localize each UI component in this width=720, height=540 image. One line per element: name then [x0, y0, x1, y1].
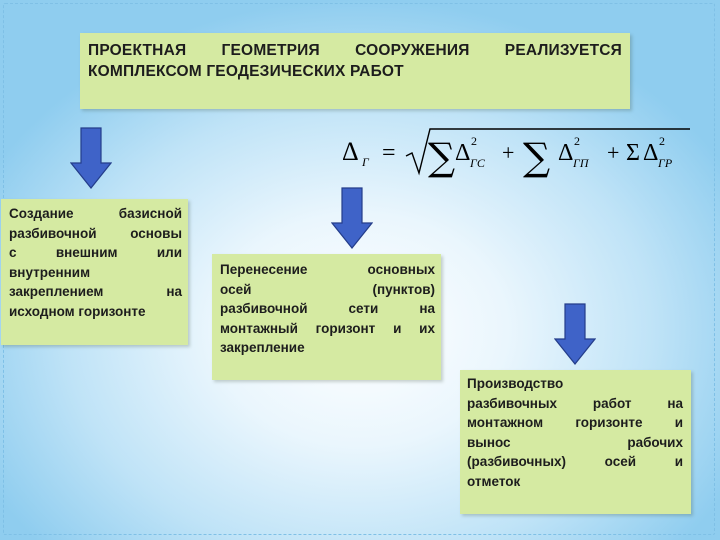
box3-line-6: отметок — [467, 473, 521, 489]
formula-term2-delta: Δ — [558, 140, 574, 166]
arrow-down-icon — [554, 303, 596, 365]
box3-line-5: (разбивочных) осей и — [467, 454, 683, 469]
step-box-layout-works — [460, 370, 691, 514]
box2-line-3: разбивочной сети на — [220, 301, 435, 316]
formula-term2-sup: 2 — [574, 134, 580, 148]
formula-sigma: Σ — [626, 140, 640, 166]
step-box-base-network — [1, 199, 188, 345]
arrow-down-icon — [70, 127, 112, 189]
box2-line-5: закрепление — [220, 340, 305, 355]
box1-line-2: разбивочной основы — [9, 225, 182, 241]
formula-lhs-delta: Δ — [342, 137, 359, 166]
box3-line-1: Производство — [467, 376, 564, 391]
formula-sum-2: ∑ — [523, 135, 551, 179]
formula-lhs-subscript: Г — [362, 155, 369, 169]
formula-term1-subscript: ГС — [470, 156, 485, 170]
box2-line-1: Перенесение основных — [220, 262, 435, 277]
title-line-1: ПРОЕКТНАЯ ГЕОМЕТРИЯ СООРУЖЕНИЯ РЕАЛИЗУЕТСЯ — [88, 42, 622, 59]
box1-line-4: внутренним — [9, 264, 91, 280]
accuracy-formula — [340, 122, 700, 182]
formula-equals: = — [382, 140, 396, 166]
title-box — [80, 33, 630, 109]
step-box-axis-transfer — [212, 254, 441, 380]
box1-line-3: с внешним или — [9, 245, 182, 260]
formula-plus-1: + — [502, 140, 515, 165]
formula-term3-sup: 2 — [659, 134, 665, 148]
formula-term3-subscript: ГР — [658, 156, 673, 170]
box3-line-3: монтажном горизонте и — [467, 415, 683, 430]
box2-line-4: монтажный горизонт и их — [220, 320, 435, 336]
formula-term1-delta: Δ — [455, 140, 471, 166]
box1-line-6: исходном горизонте — [9, 303, 146, 319]
box3-line-2: разбивочных работ на — [467, 395, 683, 411]
formula-plus-2: + — [607, 140, 620, 165]
box3-line-4: вынос рабочих — [467, 434, 683, 450]
formula-term2-subscript: ГП — [573, 156, 589, 170]
box1-line-1: Создание базисной — [9, 206, 182, 221]
formula-term3-delta: Δ — [643, 140, 659, 166]
formula-sum-1: ∑ — [428, 135, 456, 179]
arrow-down-icon — [331, 187, 373, 249]
title-line-2: КОМПЛЕКСОМ ГЕОДЕЗИЧЕСКИХ РАБОТ — [88, 63, 404, 80]
box2-line-2: осей (пунктов) — [220, 281, 435, 297]
formula-term1-sup: 2 — [471, 134, 477, 148]
box1-line-5: закреплением на — [9, 284, 182, 299]
